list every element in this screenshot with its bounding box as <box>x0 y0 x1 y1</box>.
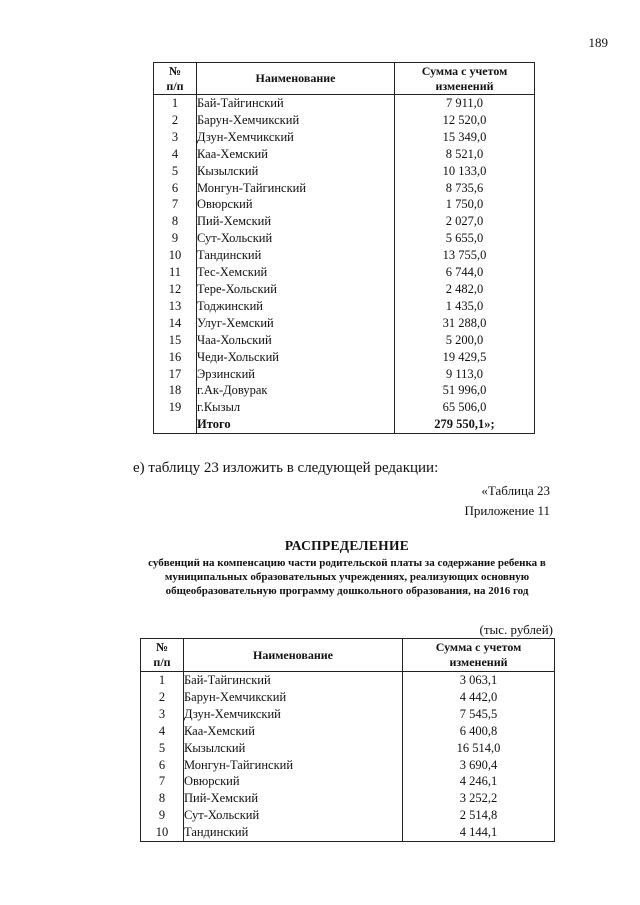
amount-value: 65 506,0 <box>395 399 535 416</box>
amount-value: 31 288,0 <box>395 315 535 332</box>
amount-value: 6 400,8 <box>403 723 555 740</box>
table-row <box>154 112 535 129</box>
municipality-name: Каа-Хемский <box>184 723 403 740</box>
municipality-name: Монгун-Тайгинский <box>184 757 403 774</box>
table-row <box>154 95 535 112</box>
total-label: Итого <box>197 416 395 433</box>
row-number: 9 <box>141 807 184 824</box>
municipality-name: Улуг-Хемский <box>197 315 395 332</box>
table-row <box>154 349 535 366</box>
row-number: 3 <box>154 129 197 146</box>
municipality-name: Тандинский <box>184 824 403 841</box>
table-row <box>154 399 535 416</box>
amount-value: 3 252,2 <box>403 790 555 807</box>
table-row <box>141 790 555 807</box>
table-row <box>141 706 555 723</box>
table-row <box>154 366 535 383</box>
table-row <box>141 824 555 841</box>
amount-value: 10 133,0 <box>395 163 535 180</box>
table-row <box>154 180 535 197</box>
header-sum: Сумма с учетом изменений <box>403 639 555 672</box>
municipality-name: Каа-Хемский <box>197 146 395 163</box>
municipality-name: Дзун-Хемчикский <box>197 129 395 146</box>
municipality-name: г.Кызыл <box>197 399 395 416</box>
amount-value: 8 521,0 <box>395 146 535 163</box>
row-number: 11 <box>154 264 197 281</box>
municipality-name: Чаа-Хольский <box>197 332 395 349</box>
table-ref-label: «Таблица 23 <box>481 483 550 498</box>
municipality-name: Барун-Хемчикский <box>184 689 403 706</box>
row-number: 18 <box>154 382 197 399</box>
distribution-title-block <box>140 538 554 598</box>
table-header-row <box>154 63 535 95</box>
row-number: 14 <box>154 315 197 332</box>
municipality-name: Пий-Хемский <box>197 213 395 230</box>
amount-value: 4 144,1 <box>403 824 555 841</box>
row-number: 5 <box>154 163 197 180</box>
table-body <box>154 95 535 434</box>
municipality-name: Эрзинский <box>197 366 395 383</box>
table-row <box>154 382 535 399</box>
header-number: № п/п <box>154 63 197 95</box>
municipality-name: Бай-Тайгинский <box>197 95 395 112</box>
table-row <box>154 146 535 163</box>
municipality-name: г.Ак-Довурак <box>197 382 395 399</box>
row-number: 1 <box>141 672 184 689</box>
amount-value: 4 246,1 <box>403 773 555 790</box>
row-number: 2 <box>154 112 197 129</box>
units-label: (тыс. рублей) <box>479 622 553 637</box>
row-number: 6 <box>154 180 197 197</box>
amount-value: 8 735,6 <box>395 180 535 197</box>
row-number: 4 <box>154 146 197 163</box>
municipality-name: Тоджинский <box>197 298 395 315</box>
table-row <box>141 740 555 757</box>
municipality-name: Кызылский <box>197 163 395 180</box>
table-row <box>154 332 535 349</box>
table-row <box>141 773 555 790</box>
table-row <box>141 723 555 740</box>
municipality-name: Сут-Хольский <box>184 807 403 824</box>
row-number: 3 <box>141 706 184 723</box>
amount-value: 6 744,0 <box>395 264 535 281</box>
municipality-name: Барун-Хемчикский <box>197 112 395 129</box>
subsidy-table-2 <box>140 638 555 842</box>
municipality-name: Бай-Тайгинский <box>184 672 403 689</box>
row-number: 16 <box>154 349 197 366</box>
row-number: 19 <box>154 399 197 416</box>
amount-value: 16 514,0 <box>403 740 555 757</box>
amount-value: 12 520,0 <box>395 112 535 129</box>
row-number: 12 <box>154 281 197 298</box>
distribution-title: РАСПРЕДЕЛЕНИЕ <box>284 538 410 553</box>
table-row <box>154 315 535 332</box>
header-sum: Сумма с учетом изменений <box>395 63 535 95</box>
amount-value: 2 027,0 <box>395 213 535 230</box>
municipality-name: Тере-Хольский <box>197 281 395 298</box>
total-value: 279 550,1»; <box>395 416 535 433</box>
row-number: 17 <box>154 366 197 383</box>
amount-value: 3 690,4 <box>403 757 555 774</box>
row-number: 4 <box>141 723 184 740</box>
table-row <box>154 163 535 180</box>
municipality-name: Кызылский <box>184 740 403 757</box>
amount-value: 5 200,0 <box>395 332 535 349</box>
amount-value: 3 063,1 <box>403 672 555 689</box>
total-number <box>154 416 197 433</box>
table-row <box>141 807 555 824</box>
table-row <box>141 757 555 774</box>
table-row <box>154 298 535 315</box>
municipality-name: Пий-Хемский <box>184 790 403 807</box>
municipality-name: Монгун-Тайгинский <box>197 180 395 197</box>
amount-value: 1 435,0 <box>395 298 535 315</box>
municipality-name: Овюрский <box>184 773 403 790</box>
header-name: Наименование <box>197 63 395 95</box>
row-number: 7 <box>141 773 184 790</box>
total-row <box>154 416 535 433</box>
municipality-name: Чеди-Хольский <box>197 349 395 366</box>
amount-value: 2 482,0 <box>395 281 535 298</box>
table-row <box>154 281 535 298</box>
amount-value: 7 545,5 <box>403 706 555 723</box>
amount-value: 19 429,5 <box>395 349 535 366</box>
amount-value: 5 655,0 <box>395 230 535 247</box>
appendix-ref-label: Приложение 11 <box>464 503 550 518</box>
municipality-name: Тандинский <box>197 247 395 264</box>
table-row <box>154 213 535 230</box>
row-number: 13 <box>154 298 197 315</box>
table-row <box>141 689 555 706</box>
page-number: 189 <box>588 35 608 50</box>
row-number: 15 <box>154 332 197 349</box>
row-number: 10 <box>154 247 197 264</box>
municipality-name: Дзун-Хемчикский <box>184 706 403 723</box>
amount-value: 1 750,0 <box>395 196 535 213</box>
table-row <box>154 230 535 247</box>
instruction-text: е) таблицу 23 изложить в следующей редакции: <box>133 460 439 476</box>
row-number: 8 <box>141 790 184 807</box>
row-number: 6 <box>141 757 184 774</box>
municipality-name: Тес-Хемский <box>197 264 395 281</box>
table-row <box>154 264 535 281</box>
table-row <box>141 672 555 689</box>
amount-value: 4 442,0 <box>403 689 555 706</box>
amount-value: 51 996,0 <box>395 382 535 399</box>
amount-value: 7 911,0 <box>395 95 535 112</box>
municipality-name: Сут-Хольский <box>197 230 395 247</box>
row-number: 8 <box>154 213 197 230</box>
table-header-row <box>141 639 555 672</box>
header-name: Наименование <box>184 639 403 672</box>
row-number: 10 <box>141 824 184 841</box>
row-number: 5 <box>141 740 184 757</box>
distribution-subtitle: субвенций на компенсацию части родительской платы за содержание ребенка в муниципальных образовательных учреждениях, реализующих основную общеобразовательную программу дошкольного образования, на 2016 год <box>148 557 546 597</box>
municipality-name: Овюрский <box>197 196 395 213</box>
row-number: 2 <box>141 689 184 706</box>
header-number: № п/п <box>141 639 184 672</box>
table-row <box>154 129 535 146</box>
subsidy-table-1 <box>153 62 535 434</box>
amount-value: 2 514,8 <box>403 807 555 824</box>
row-number: 9 <box>154 230 197 247</box>
amount-value: 9 113,0 <box>395 366 535 383</box>
amount-value: 13 755,0 <box>395 247 535 264</box>
table-row <box>154 247 535 264</box>
amount-value: 15 349,0 <box>395 129 535 146</box>
row-number: 1 <box>154 95 197 112</box>
table-body <box>141 672 555 842</box>
table-row <box>154 196 535 213</box>
row-number: 7 <box>154 196 197 213</box>
